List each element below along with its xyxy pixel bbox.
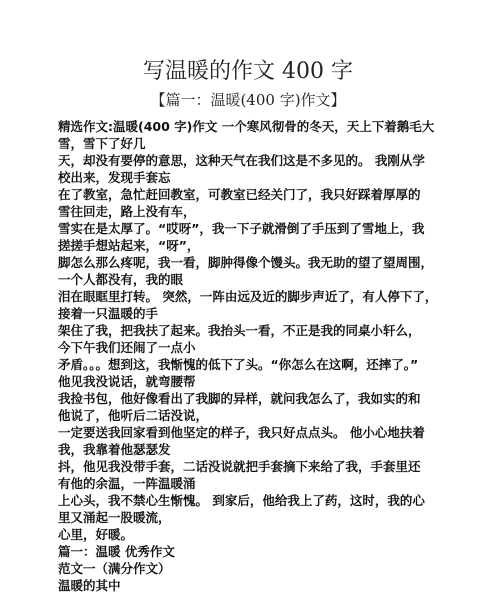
- text-line: 心里，好暖。: [58, 527, 134, 542]
- document-subtitle: 【篇一：温暖(400 字)作文】: [150, 91, 346, 109]
- text-line: 我，我靠着他瑟瑟发: [58, 442, 171, 457]
- text-line: 里又涌起一股暖流，: [58, 510, 171, 525]
- section-heading: 篇一：温暖 优秀作文: [58, 544, 175, 559]
- text-line: 泪在眼眶里打转。 突然，一阵由远及近的脚步声近了，有人停下了，: [58, 289, 438, 304]
- text-line: 今下午我们还闹了一点小: [58, 340, 196, 355]
- text-line: 他见我没说话，就弯腰帮: [58, 374, 196, 389]
- text-line: 雪实在是太厚了。“哎呀”，我一下子就滑倒了手压到了雪地上，我: [58, 221, 425, 236]
- text-line: 我捡书包，他好像看出了我脚的异样，就问我怎么了，我如实的和: [58, 391, 421, 406]
- text-line: 雪往回走，路上没有车，: [58, 204, 196, 219]
- text-line-cut-off: 温暖的其中: [58, 578, 121, 593]
- text-line: 一个人都没有，我的眼: [58, 272, 184, 287]
- text-line: 接着一只温暖的手: [58, 306, 159, 321]
- text-line: 他说了，他听后二话没说，: [58, 408, 209, 423]
- text-line: 脚怎么那么疼呢，我一看，脚肿得像个馒头。我无助的望了望周围，: [58, 255, 434, 270]
- text-line: 天，却没有要停的意思，这种天气在我们这是不多见的。 我刚从学: [58, 153, 425, 168]
- document-title: 写温暖的作文 400 字: [143, 59, 353, 84]
- text-line: 搓搓手想站起来，“呀”，: [58, 238, 200, 253]
- text-line: 抖，他见我没带手套，二话没说就把手套摘下来给了我，手套里还: [58, 459, 421, 474]
- text-line: 校出来，发现手套忘: [58, 170, 171, 185]
- text-line: 雪，雪下了好几: [58, 136, 146, 151]
- document-body: [58, 118, 444, 593]
- text-line: 一定要送我回家看到他坚定的样子，我只好点点头。 他小心地扶着: [58, 425, 425, 440]
- text-line: 矛盾。。。想到这，我惭愧的低下了头。“你怎么在这啊，还摔了。”: [58, 357, 419, 372]
- section-subheading: 范文一（满分作文）: [58, 561, 171, 576]
- text-line: 在了教室，急忙赶回教室，可教室已经关门了，我只好踩着厚厚的: [58, 187, 421, 202]
- text-line: 有他的余温，一阵温暖涌: [58, 476, 196, 491]
- text-line: 精选作文:温暖(400 字)作文 一个寒风彻骨的冬天，天上下着鹅毛大: [58, 119, 435, 134]
- text-line: 上心头，我不禁心生惭愧。 到家后，他给我上了药，这时，我的心: [58, 493, 425, 508]
- text-line: 架住了我，把我扶了起来。我抬头一看，不正是我的同桌小轩么，: [58, 323, 421, 338]
